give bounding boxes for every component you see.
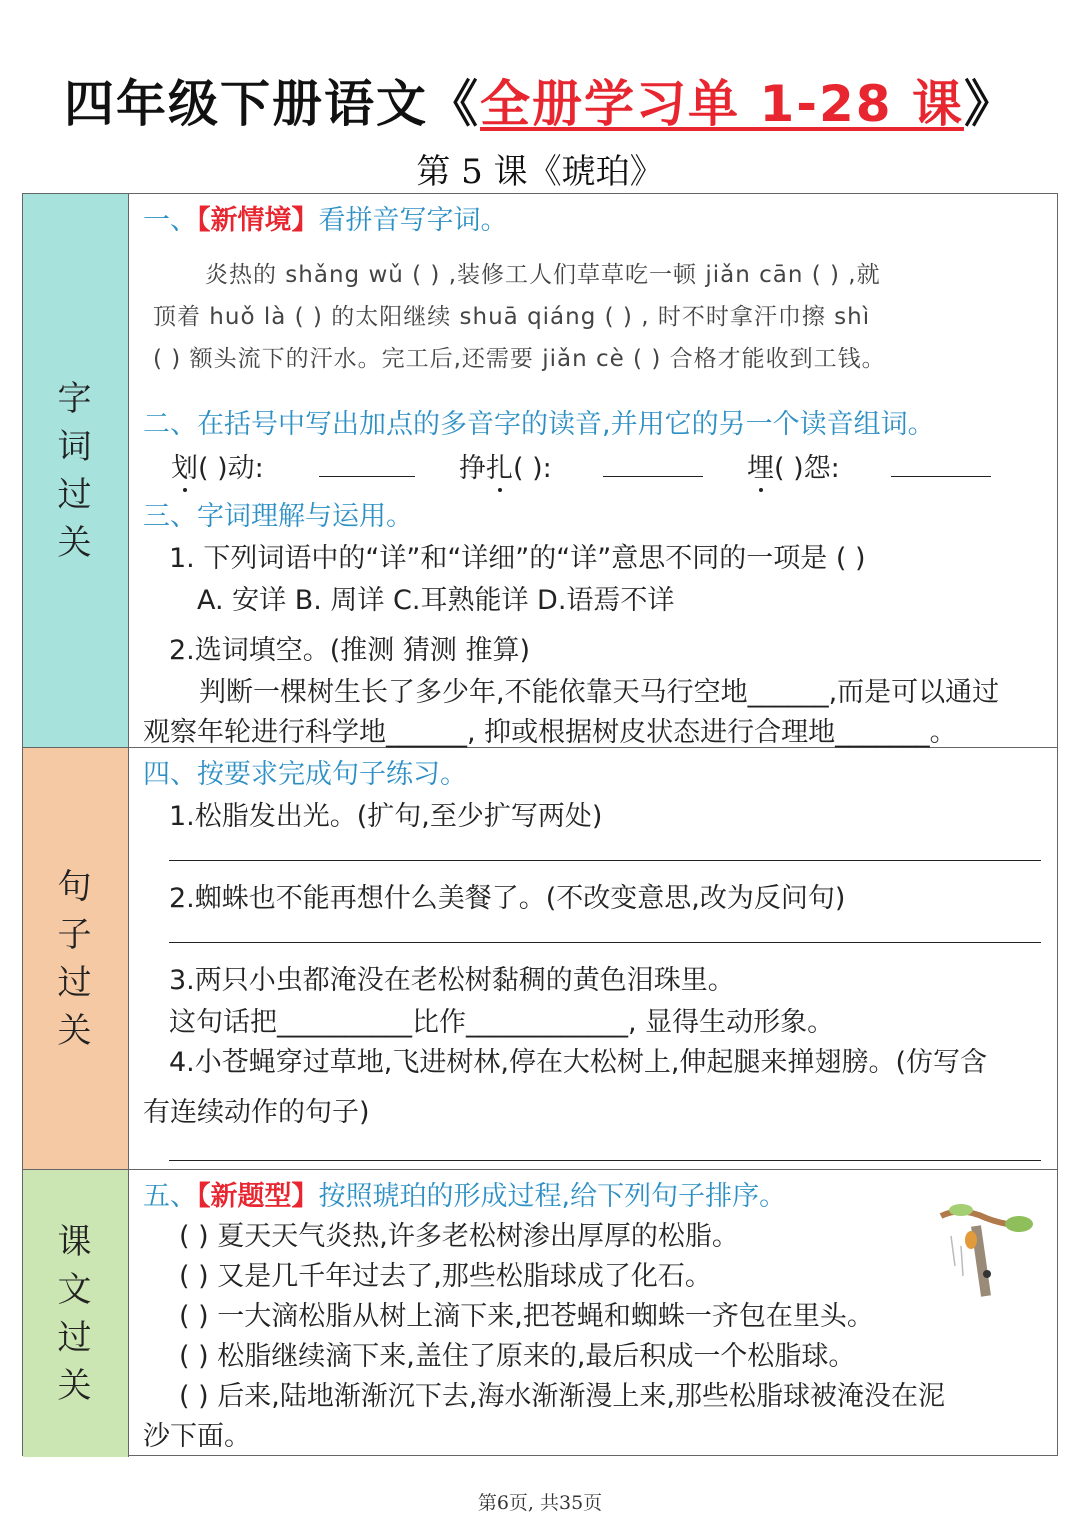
q1-line-2: 顶着 huǒ là ( ) 的太阳继续 shuā qiáng ( ) , 时不时拿汗巾擦 shì (153, 304, 871, 330)
order-item: ( ) 一大滴松脂从树上滴下来,把苍蝇和蜘蛛一齐包在里头。 (179, 1301, 874, 1332)
section-text-content (129, 1170, 1057, 1457)
q5-heading (143, 1174, 786, 1213)
order-item-cont: 沙下面。 (143, 1421, 251, 1452)
q5-tag: 【新题型】 (197, 1181, 319, 1212)
answer-blank[interactable] (319, 476, 415, 477)
answer-blank[interactable] (891, 476, 991, 477)
lesson-title: 第 5 课《琥珀》 (416, 152, 664, 192)
title-black: 四年级下册语文《 (64, 75, 481, 133)
main-title (0, 64, 1080, 136)
order-item: ( ) 夏天天气炎热,许多老松树渗出厚厚的松脂。 (179, 1221, 739, 1252)
q2-title: 二、在括号中写出加点的多音字的读音,并用它的另一个读音组词。 (143, 409, 935, 440)
q2-item-1-text: ( )动: (198, 453, 264, 484)
q4-s4: 4.小苍蝇穿过草地,飞进树林,停在大松树上,伸起腿来掸翅膀。(仿写含 (169, 1047, 988, 1078)
q4-s3-line: 这句话把__________比作____________, 显得生动形象。 (169, 1007, 835, 1038)
q3-s2-line-1: 判断一棵树生长了多少年,不能依靠天马行空地______,而是可以通过 (199, 677, 1000, 708)
title-red: 全册学习单 1-28 课 (480, 75, 964, 133)
q3-s2-line-2: 观察年轮进行科学地______, 抑或根据树皮状态进行合理地_______。 (143, 717, 957, 748)
section-words (23, 194, 1057, 748)
q2-item-2-text: ( ): (513, 453, 552, 484)
q5-num: 五、 (143, 1181, 197, 1212)
q1-tag: 【新情境】 (197, 205, 319, 236)
section-words-content (129, 194, 1057, 747)
answer-line[interactable] (169, 942, 1041, 943)
q2-item-1 (171, 446, 264, 485)
section-label-sentences (23, 748, 129, 1169)
q3-title: 三、字词理解与运用。 (143, 501, 413, 532)
amber-tree-illustration (931, 1196, 1041, 1306)
q1-num: 一、 (143, 205, 197, 236)
words-label-2: 过关 (57, 474, 94, 563)
answer-line[interactable] (169, 860, 1041, 861)
section-text (23, 1170, 1057, 1457)
order-item: ( ) 又是几千年过去了,那些松脂球成了化石。 (179, 1261, 712, 1292)
q4-s1: 1.松脂发出光。(扩句,至少扩写两处) (169, 801, 603, 832)
q2-item-3 (747, 446, 840, 485)
title-end: 》 (963, 75, 1016, 133)
q4-s2: 2.蜘蛛也不能再想什么美餐了。(不改变意思,改为反问句) (169, 883, 846, 914)
text-label-2: 过关 (57, 1317, 94, 1406)
q1-line-3: ( ) 额头流下的汗水。完工后,还需要 jiǎn cè ( ) 合格才能收到工钱。 (153, 346, 886, 372)
section-label-words (23, 194, 129, 747)
q4-s3: 3.两只小虫都淹没在老松树黏稠的黄色泪珠里。 (169, 965, 735, 996)
words-label-1: 字词 (57, 378, 94, 467)
sentences-label-1: 句子 (57, 866, 94, 955)
page-number: 第6页, 共35页 (477, 1492, 603, 1514)
dotted-char: 划 (171, 446, 198, 485)
section-sentences (23, 748, 1057, 1170)
sentences-label-2: 过关 (57, 962, 94, 1051)
q3-options: A. 安详 B. 周详 C.耳熟能详 D.语焉不详 (197, 585, 675, 616)
worksheet-table (22, 193, 1058, 1456)
q5-title: 按照琥珀的形成过程,给下列句子排序。 (318, 1181, 787, 1212)
section-sentences-content (129, 748, 1057, 1169)
q1-title: 看拼音写字词。 (318, 205, 508, 236)
dotted-char: 埋 (747, 446, 774, 485)
order-item: ( ) 松脂继续滴下来,盖住了原来的,最后积成一个松脂球。 (179, 1341, 856, 1372)
answer-line[interactable] (169, 1160, 1041, 1161)
text-label-1: 课文 (57, 1221, 94, 1310)
order-item: ( ) 后来,陆地渐渐沉下去,海水渐渐漫上来,那些松脂球被淹没在泥 (179, 1381, 945, 1412)
q4-s4-cont: 有连续动作的句子) (143, 1097, 370, 1128)
q2-item-2 (459, 446, 552, 485)
q2-item-3-text: ( )怨: (774, 453, 840, 484)
section-label-text (23, 1170, 129, 1457)
answer-blank[interactable] (603, 476, 703, 477)
dotted-char: 扎 (486, 446, 513, 485)
q1-line-1: 炎热的 shǎng wǔ ( ) ,装修工人们草草吃一顿 jiǎn cān ( ) ,就 (205, 262, 881, 288)
q2-item-2-pre: 挣 (459, 453, 486, 484)
q3-s1: 1. 下列词语中的“详”和“详细”的“详”意思不同的一项是 ( ) (169, 543, 866, 574)
q1-heading (143, 198, 508, 237)
q4-title: 四、按要求完成句子练习。 (143, 759, 467, 790)
q3-s2: 2.选词填空。(推测 猜测 推算) (169, 635, 530, 666)
